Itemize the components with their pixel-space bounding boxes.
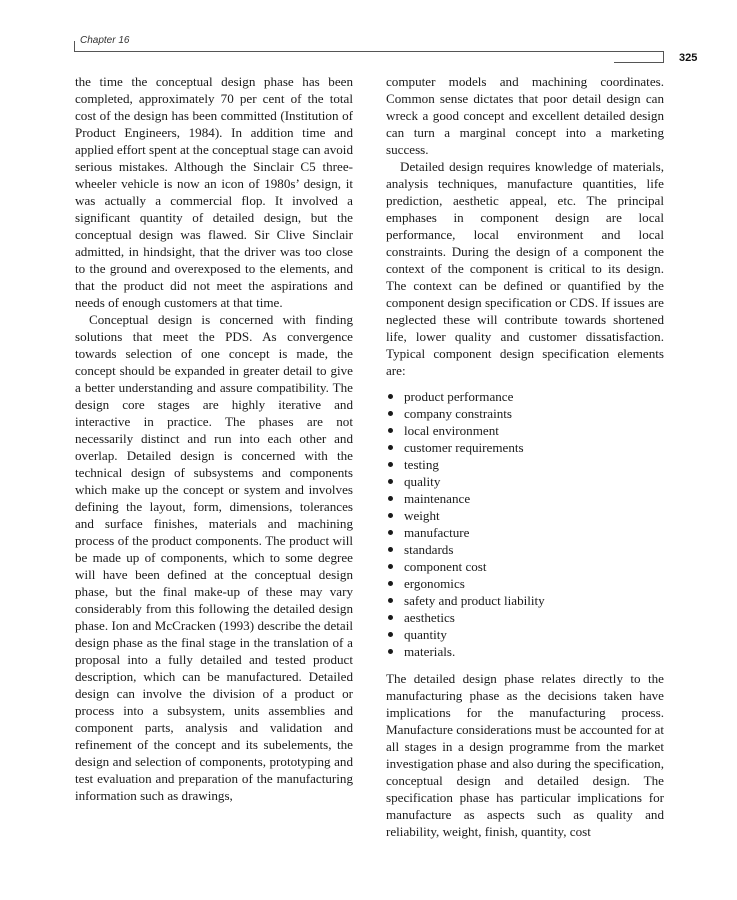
list-item: weight bbox=[386, 507, 664, 524]
page-number: 325 bbox=[679, 52, 698, 64]
header-rule bbox=[74, 51, 664, 52]
bullet-icon bbox=[388, 445, 393, 450]
list-item: product performance bbox=[386, 388, 664, 405]
bullet-icon bbox=[388, 513, 393, 518]
chapter-label: Chapter 16 bbox=[80, 35, 130, 46]
bullet-icon bbox=[388, 394, 393, 399]
header-rule-left-tick bbox=[74, 41, 75, 52]
list-item: aesthetics bbox=[386, 609, 664, 626]
list-item: component cost bbox=[386, 558, 664, 575]
right-paragraph-3: The detailed design phase relates directly to the manufacturing phase as the decisions taken have implications for the manufacturing process. Manufacture considerations must be accounted for at all stages in a design programme from the market investigation phase and also during the specification, conceptual design and detailed design. The specification phase has particular implications for manufacture as aspects such as quality and reliability, weight, finish, quantity, cost bbox=[386, 671, 664, 839]
left-paragraph-1: the time the conceptual design phase has been completed, approximately 70 per cent of the total cost of the design has been committed (Institution of Product Engineers, 1984). In addition time and applied effort spent at the conceptual stage can avoid serious mistakes. Although the Sinclair C5 three-wheeler vehicle is now an icon of 1980s’ design, it was actually a commercial flop. It involved a significant quantity of detailed design, but the conceptual design was flawed. Sir Clive Sinclair admitted, in hindsight, that the driver was too close to the ground and overexposed to the elements, and that the product did not meet the aspirations and needs of enough customers at that time. bbox=[75, 74, 353, 310]
right-paragraph-1: computer models and machining coordinates. Common sense dictates that poor detail design can wreck a good concept and excellent detailed design can turn a marginal concept into a marketing success. bbox=[386, 74, 664, 157]
header-rule-right-segment bbox=[614, 62, 664, 63]
list-item: maintenance bbox=[386, 490, 664, 507]
right-paragraph-2: Detailed design requires knowledge of materials, analysis techniques, manufacture quantities, life prediction, aesthetic appeal, etc. The principal emphases in component design are local performance, local environment and local constraints. During the design of a component the context of the component is critical to its design. The context can be defined or quantified by the component design specification or CDS. If issues are neglected these will contribute towards shortened life, lower quality and customer dissatisfaction. Typical component design specification elements are: bbox=[386, 159, 664, 378]
list-item: testing bbox=[386, 456, 664, 473]
list-item: standards bbox=[386, 541, 664, 558]
list-item: company constraints bbox=[386, 405, 664, 422]
bullet-icon bbox=[388, 564, 393, 569]
right-column bbox=[386, 73, 664, 840]
bullet-icon bbox=[388, 496, 393, 501]
bullet-icon bbox=[388, 428, 393, 433]
bullet-icon bbox=[388, 649, 393, 654]
cds-element-list bbox=[386, 388, 664, 660]
bullet-icon bbox=[388, 547, 393, 552]
list-item: quality bbox=[386, 473, 664, 490]
bullet-icon bbox=[388, 411, 393, 416]
bullet-icon bbox=[388, 530, 393, 535]
bullet-icon bbox=[388, 632, 393, 637]
bullet-icon bbox=[388, 479, 393, 484]
bullet-icon bbox=[388, 462, 393, 467]
bullet-icon bbox=[388, 615, 393, 620]
list-item: quantity bbox=[386, 626, 664, 643]
list-item: materials. bbox=[386, 643, 664, 660]
bullet-icon bbox=[388, 598, 393, 603]
left-column bbox=[75, 73, 353, 804]
list-item: manufacture bbox=[386, 524, 664, 541]
header-rule-right-tick bbox=[663, 51, 664, 62]
left-paragraph-2: Conceptual design is concerned with finding solutions that meet the PDS. As convergence towards selection of one concept is made, the concept should be expanded in greater detail to give a better understanding and assure compatibility. The design core stages are highly iterative and interactive in practice. The phases are not necessarily distinct and run into each other and overlap. Detailed design is concerned with the technical design of subsystems and components which make up the concept or system and involves defining the layout, form, dimensions, tolerances and surface finishes, materials and machining process of the product components. The product will be made up of components, which to some degree will have been defined at the conceptual design phase, but the final make-up of these may vary considerably from this following the detailed design phase. Ion and McCracken (1993) describe the detail design phase as the final stage in the translation of a proposal into a fully detailed and tested product description, which can be manufactured. Detailed design can involve the division of a product or process into a subsystem, units assemblies and component parts, analysis and validation and refinement of the concept and its subelements, the design and selection of components, prototyping and test evaluation and preparation of the manufacturing information such as drawings, bbox=[75, 312, 353, 803]
list-item: safety and product liability bbox=[386, 592, 664, 609]
bullet-icon bbox=[388, 581, 393, 586]
list-item: local environment bbox=[386, 422, 664, 439]
list-item: ergonomics bbox=[386, 575, 664, 592]
list-item: customer requirements bbox=[386, 439, 664, 456]
